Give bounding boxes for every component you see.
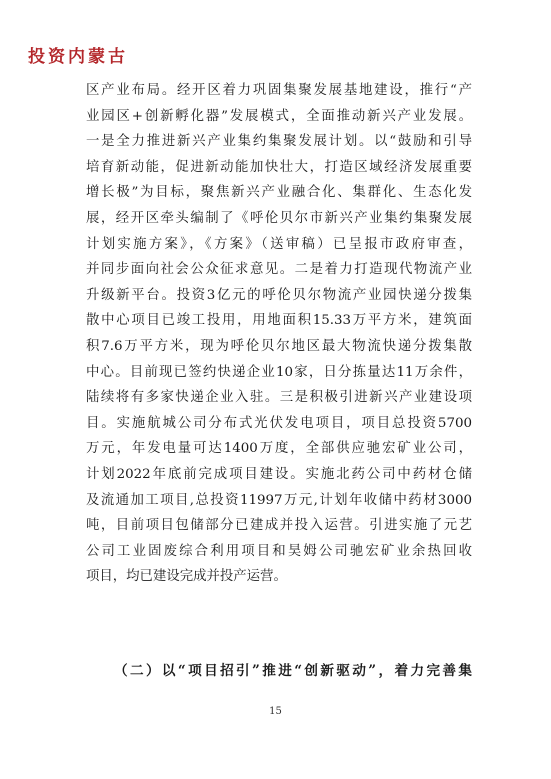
body-line: 陆续将有多家快递企业入驻。三是积极引进新兴产业建设项 (86, 390, 472, 406)
body-line: 散中心项目已竣工投用，用地面积15.33万平方米，建筑面 (86, 313, 472, 329)
body-line: 项目，均已建设完成并投产运营。 (86, 569, 287, 585)
body-line: 并同步面向社会公众征求意见。二是着力打造现代物流产业 (86, 262, 472, 278)
body-line: 吨，目前项目包储部分已建成并投入运营。引进实施了元艺 (86, 518, 472, 534)
body-line: 展，经开区牵头编制了《呼伦贝尔市新兴产业集约集聚发展 (86, 210, 472, 226)
body-line: 计划实施方案》，《方案》（送审稿）已呈报市政府审查， (86, 236, 472, 252)
body-line: 培育新动能，促进新动能加快壮大，打造区域经济发展重要 (86, 159, 472, 175)
body-line: 公司工业固废综合利用项目和昊姆公司驰宏矿业余热回收 (86, 543, 472, 559)
body-line: 万元，年发电量可达1400万度，全部供应驰宏矿业公司， (86, 441, 472, 457)
body-line: 中心。目前现已签约快递企业10家，日分拣量达11万余件， (86, 364, 472, 380)
section-header-title: 投资内蒙古 (28, 47, 128, 67)
body-line: 一是全力推进新兴产业集约集聚发展计划。以“鼓励和引导 (86, 134, 472, 150)
body-line: 计划2022年底前完成项目建设。实施北药公司中药材仓储 (86, 466, 472, 482)
body-line: 增长极”为目标，聚焦新兴产业融合化、集群化、生态化发 (86, 185, 472, 201)
body-line: 及流通加工项目,总投资11997万元,计划年收储中药材3000 (86, 492, 472, 508)
body-line: 区产业布局。经开区着力巩固集聚发展基地建设，推行“产 (86, 83, 472, 98)
section-subheading: （二）以“项目招引”推进“创新驱动”，着力完善集 (114, 663, 472, 679)
body-line: 积7.6万平方米，现为呼伦贝尔地区最大物流快递分拨集散 (86, 338, 472, 354)
body-paragraph (86, 78, 472, 590)
body-line: 升级新平台。投资3亿元的呼伦贝尔物流产业园快递分拨集 (86, 287, 472, 303)
body-line: 业园区+创新孵化器”发展模式，全面推动新兴产业发展。 (86, 108, 472, 124)
page-number: 15 (269, 706, 282, 717)
body-line: 目。实施航城公司分布式光伏发电项目，项目总投资5700 (86, 415, 472, 431)
